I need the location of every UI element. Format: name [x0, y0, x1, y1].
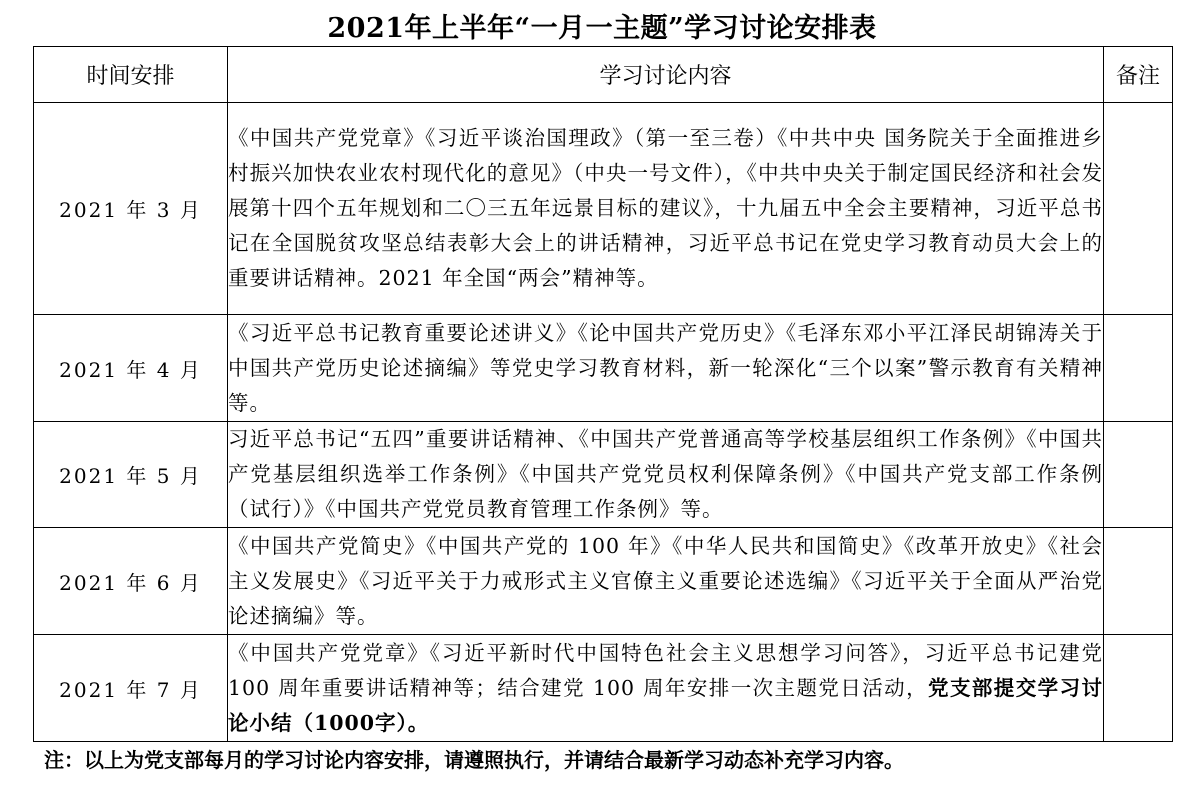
- table-row: [34, 528, 1173, 635]
- row-content: [228, 103, 1104, 315]
- row-time: 2021 年 7 月: [34, 635, 228, 742]
- footnote: 注：以上为党支部每月的学习讨论内容安排，请遵照执行，并请结合最新学习动态补充学习内容。: [44, 748, 904, 772]
- row-content: [228, 315, 1104, 422]
- row-note: [1104, 103, 1173, 315]
- row-content: [228, 422, 1104, 528]
- row-note: [1104, 635, 1173, 742]
- header-content: 学习讨论内容: [228, 47, 1104, 103]
- row-content-text: 《中国共产党党章》《习近平谈治国理政》（第一至三卷）《中共中央 国务院关于全面推进乡村振兴加快农业农村现代化的意见》（中央一号文件），《中共中央关于制定国民经济和社会发展第十四个五年规划和二〇三五年远景目标的建议》，十九届五中全会主要精神，习近平总书记在全国脱贫攻坚总结表彰大会上的讲话精神，习近平总书记在党史学习教育动员大会上的重要讲话精神。2021 年全国“两会”精神等。: [228, 126, 1103, 290]
- row-content-text: 习近平总书记“五四”重要讲话精神、《中国共产党普通高等学校基层组织工作条例》《中国共产党基层组织选举工作条例》《中国共产党党员权利保障条例》《中国共产党支部工作条例（试行）》《中国共产党党员教育管理工作条例》等。: [228, 427, 1103, 521]
- row-note: [1104, 315, 1173, 422]
- header-note: 备注: [1104, 47, 1173, 103]
- row-time: 2021 年 3 月: [34, 103, 228, 315]
- header-time: 时间安排: [34, 47, 228, 103]
- table-row: [34, 422, 1173, 528]
- row-content: [228, 528, 1104, 635]
- row-time: 2021 年 6 月: [34, 528, 228, 635]
- row-time: 2021 年 5 月: [34, 422, 228, 528]
- row-content-text: 《中国共产党党章》《习近平新时代中国特色社会主义思想学习问答》，习近平总书记建党 100 周年重要讲话精神等；结合建党 100 周年安排一次主题党日活动，: [228, 640, 1103, 700]
- table-row: [34, 103, 1173, 315]
- row-time: 2021 年 4 月: [34, 315, 228, 422]
- row-content: [228, 635, 1104, 742]
- row-note: [1104, 528, 1173, 635]
- row-content-text: 《中国共产党简史》《中国共产党的 100 年》《中华人民共和国简史》《改革开放史》《社会主义发展史》《习近平关于力戒形式主义官僚主义重要论述选编》《习近平关于全面从严治党论述摘编》等。: [228, 533, 1103, 628]
- row-content-text: 《习近平总书记教育重要论述讲义》《论中国共产党历史》《毛泽东邓小平江泽民胡锦涛关于中国共产党历史论述摘编》等党史学习教育材料，新一轮深化“三个以案”警示教育有关精神等。: [228, 320, 1103, 415]
- table-row: [34, 315, 1173, 422]
- row-content-bold: 党支部提交学习讨论小结（1000字）。: [228, 675, 1103, 735]
- table-row: [34, 635, 1173, 742]
- table-header-row: [34, 47, 1173, 103]
- document-title: 2021年上半年“一月一主题”学习讨论安排表: [327, 13, 877, 44]
- row-note: [1104, 422, 1173, 528]
- schedule-table: [33, 46, 1173, 742]
